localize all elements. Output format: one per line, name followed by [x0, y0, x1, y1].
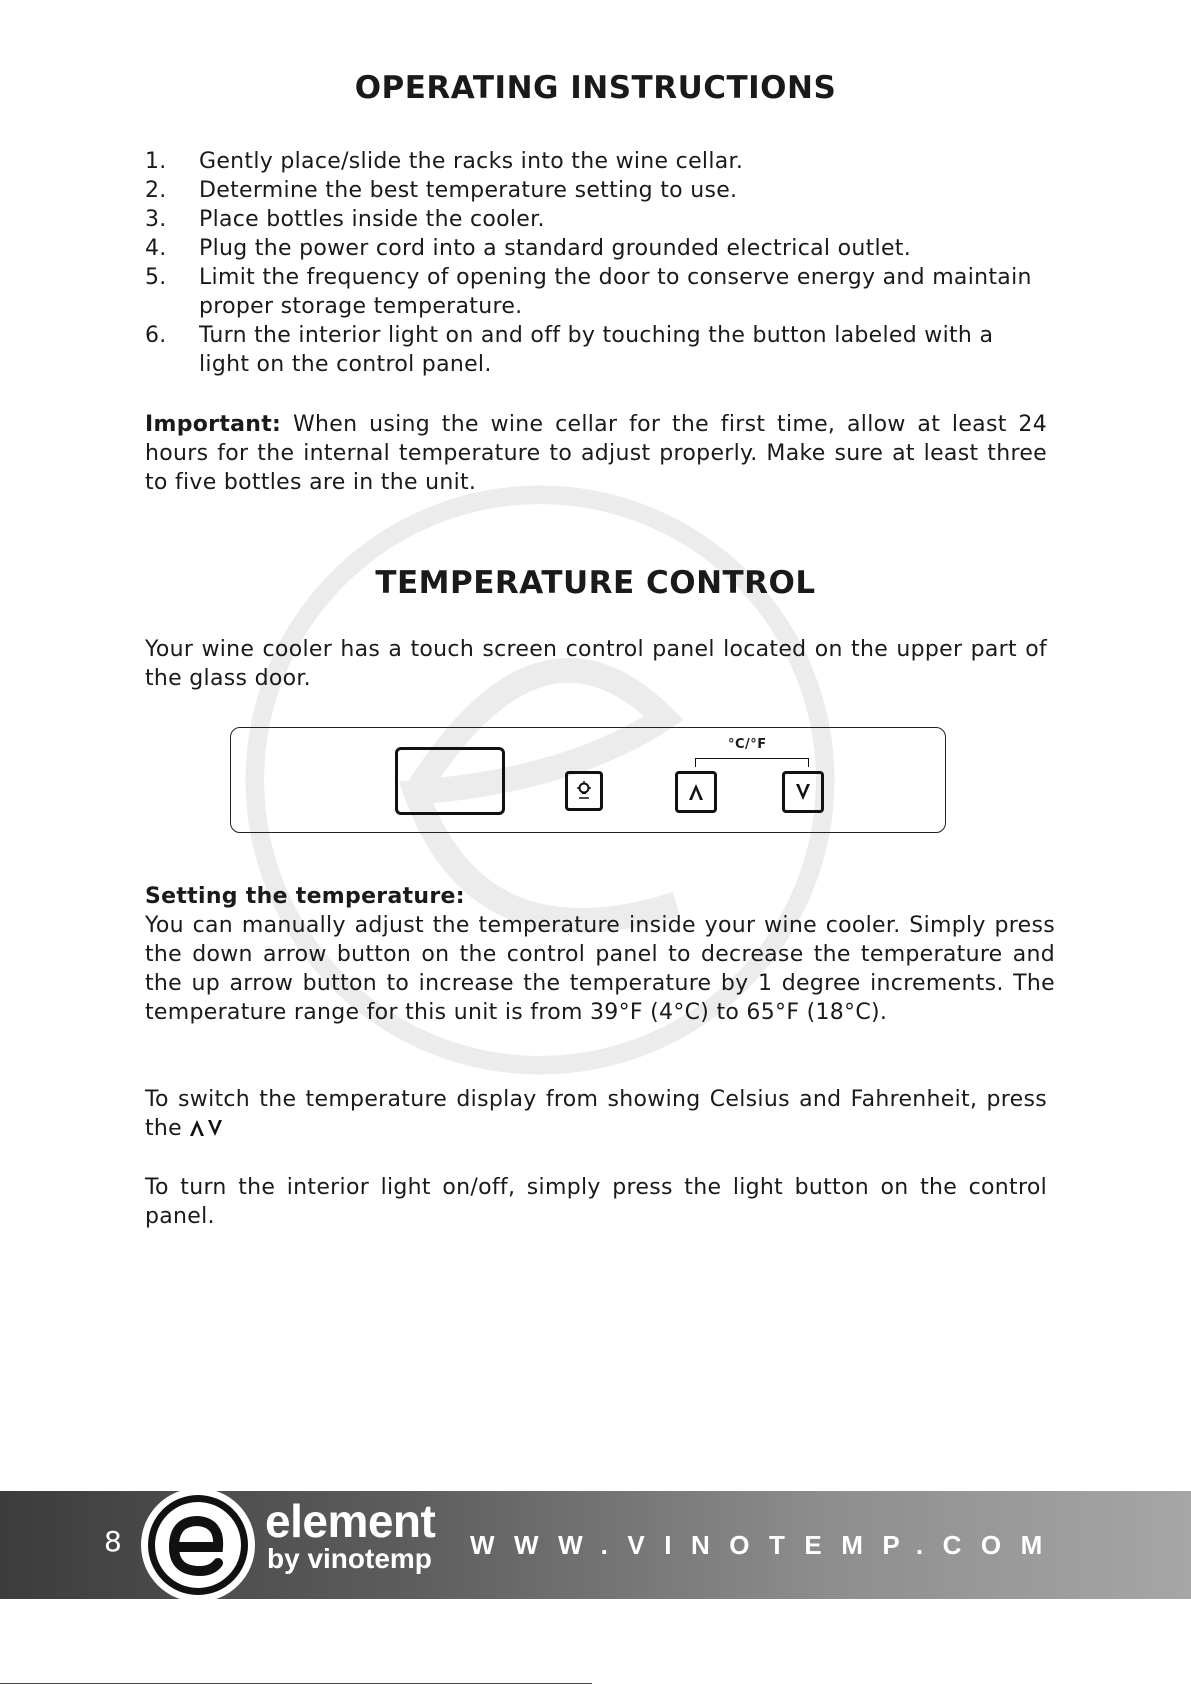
control-panel-intro: Your wine cooler has a touch screen control panel located on the upper part of the glass door.	[145, 637, 1047, 691]
light-button[interactable]	[565, 771, 603, 811]
important-label: Important:	[145, 412, 282, 437]
unit-toggle-label: °C/°F	[728, 737, 767, 752]
setting-temperature-text: You can manually adjust the temperature inside your wine cooler. Simply press the down arrow button on the control panel to decrease the temperature and the up arrow button to increase the temperature by 1 degree increments. The temperature range for this unit is from 39°F (4°C) to 65°F (18°C).	[145, 913, 1055, 1025]
website-url[interactable]: WWW.VINOTEMP.COM	[470, 1530, 1062, 1560]
bottom-divider	[0, 1683, 592, 1684]
up-arrow-button[interactable]	[675, 771, 717, 813]
list-item: 5. Limit the frequency of opening the door to conserve energy and maintain proper storage temperature.	[145, 265, 1032, 319]
unit-switch-text: To switch the temperature display from showing Celsius and Fahrenheit, press the	[145, 1087, 1047, 1141]
important-note	[145, 410, 1047, 497]
brand-name: element	[265, 1495, 436, 1547]
list-item: 6. Turn the interior light on and off by touching the button labeled with a light on the control panel.	[145, 323, 994, 377]
operating-instructions-title: OPERATING INSTRUCTIONS	[354, 70, 837, 106]
control-panel-diagram	[230, 727, 946, 833]
list-item: 1. Gently place/slide the racks into the wine cellar.	[145, 149, 744, 174]
unit-switch-note	[145, 1085, 1047, 1143]
light-instruction: To turn the interior light on/off, simply press the light button on the control panel.	[145, 1175, 1047, 1229]
temperature-display	[395, 747, 505, 815]
down-arrow-button[interactable]	[782, 771, 824, 813]
list-item: 4. Plug the power cord into a standard grounded electrical outlet.	[145, 236, 911, 261]
setting-temperature-heading: Setting the temperature:	[145, 884, 465, 909]
page-number: 8	[104, 1525, 122, 1558]
brand-subtitle: by vinotemp	[267, 1543, 432, 1574]
down-arrow-icon	[794, 782, 812, 802]
list-item: 3. Place bottles inside the cooler.	[145, 207, 545, 232]
unit-toggle-bracket	[695, 758, 809, 767]
temperature-control-title: TEMPERATURE CONTROL	[375, 565, 816, 601]
up-arrow-icon	[687, 782, 705, 802]
light-bulb-icon	[574, 780, 594, 802]
list-item: 2. Determine the best temperature setting to use.	[145, 178, 738, 203]
instruction-list	[145, 147, 1045, 379]
important-text: When using the wine cellar for the first time, allow at least 24 hours for the internal temperature to adjust properly. Make sure at least three to five bottles are in the unit.	[145, 412, 1047, 495]
up-down-arrows-icon	[189, 1118, 223, 1138]
element-logo-icon	[138, 1485, 258, 1605]
